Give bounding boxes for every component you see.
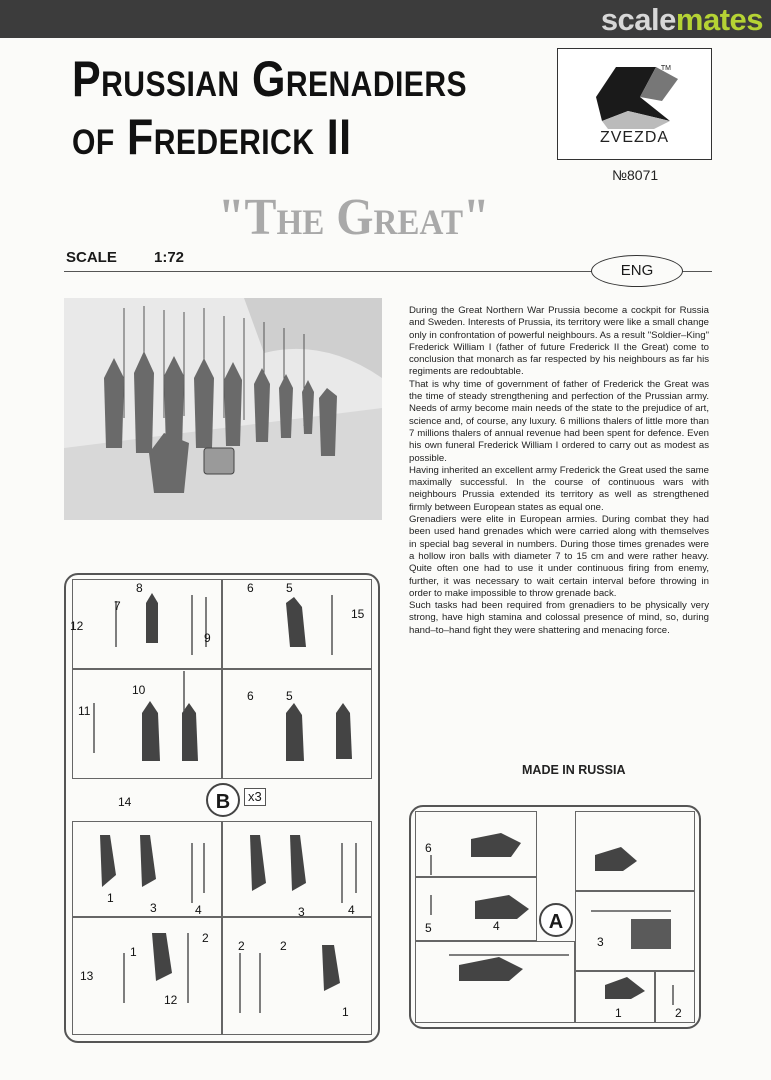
- part-number: 8: [136, 581, 143, 595]
- part-number: 7: [114, 599, 121, 613]
- part-number: 12: [164, 993, 178, 1007]
- part-number: 3: [298, 905, 305, 919]
- logo-name: ZVEZDA: [599, 129, 670, 146]
- part-number: 11: [78, 704, 91, 718]
- paragraph: Having inherited an excellent army Frederick the Great used the same maximally successful. In the course of continuous wars with neighbours Prussia extended its territory as well as strengthened firmly between European states as equal one.: [409, 464, 709, 513]
- part-number: 12: [70, 619, 84, 633]
- part-number: 1: [107, 891, 114, 905]
- sprue-b-diagram: [64, 573, 380, 1043]
- part-number: 4: [348, 903, 355, 917]
- scale-label: SCALE: [66, 249, 117, 266]
- grenadiers-illustration: [64, 298, 382, 520]
- part-number: 3: [150, 901, 157, 915]
- page-title: [72, 50, 485, 166]
- part-number: 14: [118, 795, 132, 809]
- part-number: 1: [342, 1005, 349, 1019]
- part-number: 3: [597, 935, 604, 949]
- part-number: 4: [195, 903, 202, 917]
- watermark-part2: mates: [675, 2, 763, 37]
- part-number: 1: [130, 945, 137, 959]
- part-number: 10: [132, 683, 146, 697]
- part-number: 2: [238, 939, 245, 953]
- watermark-part1: scale: [600, 2, 676, 37]
- paragraph: Grenadiers were elite in European armies. During combat they had been used hand grenades which were carried along with themselves in special bag several in numbers. During those times grenades were a hollow iron balls with diameter 7 to 15 cm and were rather heavy. Quite often one had to use it under continuous firing from enemy, further, it was necessary to wait certain interval before throwing in order to make impossible to throw grenade back.: [409, 514, 709, 599]
- part-number: 2: [202, 931, 209, 945]
- title-line2: of Frederick II: [72, 109, 352, 165]
- paragraph: Such tasks had been required from grenadiers to be physically very strong, have high stamina and colossal presence of mind, so, during hand–to–hand fight they were shattering and menacing force.: [409, 600, 709, 636]
- scale-value: 1:72: [154, 249, 185, 266]
- language-badge: ENG: [591, 255, 683, 287]
- part-number: 2: [280, 939, 287, 953]
- part-number: 1: [615, 1006, 622, 1020]
- catalog-number: №8071: [612, 167, 659, 183]
- scalemates-watermark[interactable]: [601, 2, 763, 38]
- sprue-a-diagram: [409, 805, 701, 1029]
- star-emblem-icon: [558, 49, 711, 134]
- part-number: 2: [675, 1006, 682, 1020]
- description-text: [409, 305, 709, 637]
- zvezda-logo: [557, 48, 712, 160]
- part-number: 6: [247, 581, 254, 595]
- part-number: 15: [351, 607, 365, 621]
- sprue-a-letter: A: [539, 903, 573, 937]
- sprue-b-letter: B: [206, 783, 240, 817]
- part-number: 4: [493, 919, 500, 933]
- paragraph: During the Great Northern War Prussia become a cockpit for Russia and Sweden. Interests of Prussia, its territory were like a small change only in confrontation of powerful neighbours. As a result "Soldier–King" Frederick William I (father of future Frederick II the Great) come to conclusion that monarch as far respected by his neighbours as far his regiments are redoubtable.: [409, 305, 709, 378]
- trademark: TM: [660, 65, 671, 72]
- sprue-b-multiplier: x3: [244, 788, 266, 806]
- top-bar: [0, 0, 771, 38]
- part-number: 6: [425, 841, 432, 855]
- paragraph: That is why time of government of father of Frederick the Great was the time of steady strengthening and perfection of the Prussian army. Needs of army become main needs of the state to the prejudice of art, science and, of course, any luxury. 6 millions thalers of little more than 7 millions thalers of annual revenue had been spent for defence. Even his own funeral Frederick William I ordered to carry out as modest as possible.: [409, 378, 709, 464]
- part-number: 5: [425, 921, 432, 935]
- made-in-label: MADE IN RUSSIA: [522, 763, 626, 777]
- page-subtitle: "The Great": [218, 189, 490, 246]
- part-number: 9: [204, 631, 211, 645]
- part-number: 5: [286, 689, 293, 703]
- title-line1: Prussian Grenadiers: [72, 51, 467, 107]
- part-number: 6: [247, 689, 254, 703]
- part-number: 13: [80, 969, 94, 983]
- part-number: 5: [286, 581, 293, 595]
